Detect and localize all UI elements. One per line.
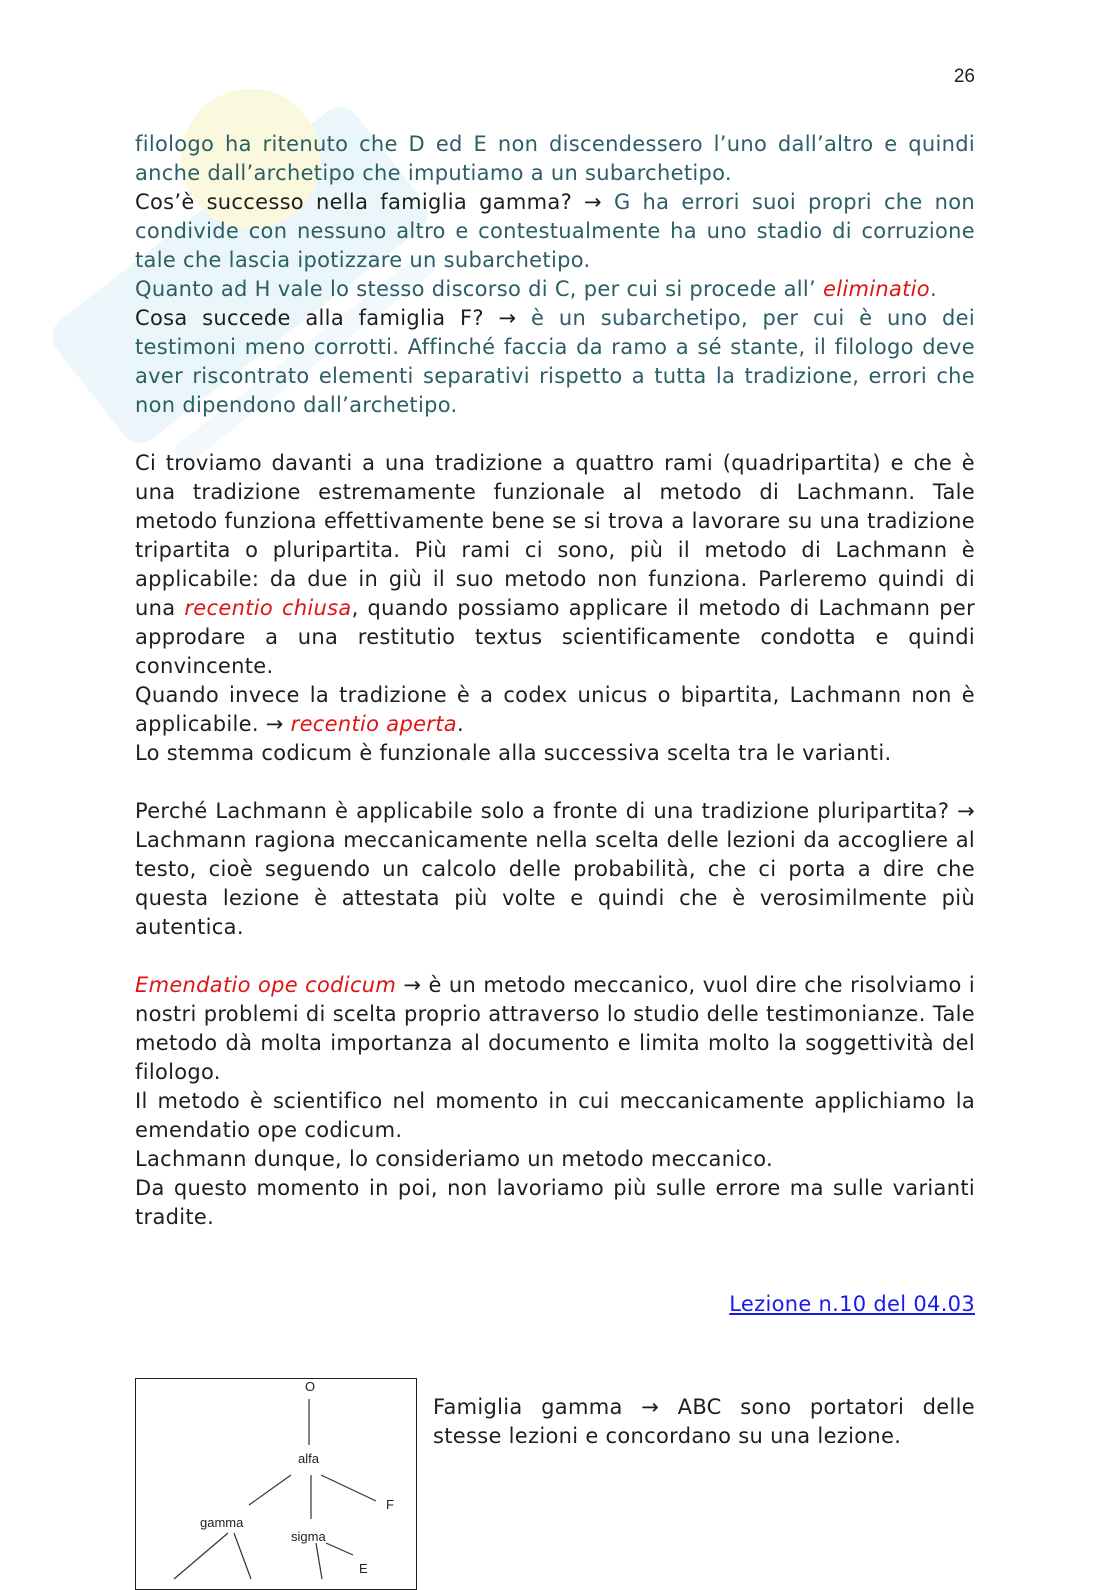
stemma-diagram (135, 1378, 417, 1590)
paragraph (135, 971, 975, 1087)
text-segment: Lachmann dunque, lo consideriamo un metodo meccanico. (135, 1147, 773, 1171)
paragraph (135, 275, 975, 304)
text-segment: Lo stemma codicum è funzionale alla successiva scelta tra le varianti. (135, 741, 892, 765)
stemma-description: Famiglia gamma → ABC sono portatori delle stesse lezioni e concordano su una lezione. (433, 1395, 975, 1448)
text-segment: Il metodo è scientifico nel momento in cui meccanicamente applichiamo la emendatio ope codicum. (135, 1089, 975, 1142)
text-segment: filologo ha ritenuto che D ed E non discendessero l’uno dall’altro e quindi anche dall’archetipo che imputiamo a un subarchetipo. (135, 132, 975, 185)
text-segment: Quando invece la tradizione è a codex unicus o bipartita, Lachmann non è applicabile. → (135, 683, 975, 736)
text-segment: . (456, 712, 464, 736)
text-segment: → è un metodo meccanico, vuol dire che risolviamo i nostri problemi di scelta proprio attraverso lo studio delle testimonianze. Tale metodo dà molta importanza al documento e limita molto la soggettività del filologo. (135, 973, 975, 1084)
paragraph (135, 449, 975, 681)
lesson-header (135, 1290, 975, 1319)
highlighted-term: eliminatio (822, 277, 930, 301)
paragraph (135, 130, 975, 188)
paragraph (135, 304, 975, 420)
paragraph-spacer (135, 942, 975, 971)
stemma-node-alfa: alfa (298, 1451, 319, 1466)
text-segment: Da questo momento in poi, non lavoriamo più sulle errore ma sulle varianti tradite. (135, 1176, 975, 1229)
paragraph (135, 681, 975, 739)
lesson-link[interactable]: Lezione n.10 del 04.03 (729, 1292, 975, 1316)
stemma-node-gamma: gamma (200, 1515, 244, 1530)
paragraph (135, 739, 975, 768)
highlighted-term: Emendatio ope codicum (135, 973, 397, 997)
highlighted-term: recentio aperta (290, 712, 457, 736)
text-segment: Cos’è successo nella famiglia gamma? → (135, 190, 614, 214)
stemma-node-o: O (305, 1379, 316, 1394)
text-segment: G ha errori suoi propri che non condivide con nessuno altro e contestualmente ha uno stadio di corruzione tale che lascia ipotizzare un subarchetipo. (135, 190, 975, 272)
paragraph (135, 797, 975, 942)
paragraph (135, 188, 975, 275)
stemma-node-sigma: sigma (291, 1529, 326, 1544)
stemma-node-e: E (359, 1561, 368, 1576)
text-segment: è un subarchetipo, per cui è uno dei testimoni meno corrotti. Affinché faccia da ramo a sé stante, il filologo deve aver riscontrato elementi separativi rispetto a tutta la tradizione, errori che non dipendono dall’archetipo. (135, 306, 975, 417)
paragraph-spacer (135, 768, 975, 797)
paragraph (135, 1087, 975, 1145)
stemma-node-f: F (386, 1497, 394, 1512)
paragraph (135, 1145, 975, 1174)
text-segment: Perché Lachmann è applicabile solo a fronte di una tradizione pluripartita? → Lachmann ragiona meccanicamente nella scelta delle lezioni da accogliere al testo, cioè seguendo un calcolo delle probabilità, che ci porta a dire che questa lezione è attestata più volte e quindi che è verosimilmente più autentica. (135, 799, 975, 939)
paragraph-spacer (135, 420, 975, 449)
highlighted-term: recentio chiusa (184, 596, 352, 620)
page-number: 26 (953, 66, 975, 87)
text-segment: . (929, 277, 937, 301)
text-segment: Quanto ad H vale lo stesso discorso di C, per cui si procede all’ (135, 277, 823, 301)
text-segment: Cosa succede alla famiglia F? → (135, 306, 532, 330)
paragraphs-container (135, 130, 975, 1232)
text-segment: Ci troviamo davanti a una tradizione a quattro rami (quadripartita) e che è una tradizione estremamente funzionale al metodo di Lachmann. Tale metodo funziona effettivamente bene se si trova a lavorare su una tradizione tripartita o pluripartita. Più rami ci sono, più il metodo di Lachmann è applicabile: da due in giù il suo metodo non funziona. Parleremo quindi di una (135, 451, 975, 620)
paragraph (135, 1174, 975, 1232)
document-body (135, 130, 975, 1319)
text-segment: , quando possiamo applicare il metodo di Lachmann per approdare a una restitutio textus scientificamente condotta e quindi convincente. (135, 596, 975, 678)
stemma-section (135, 1378, 975, 1579)
